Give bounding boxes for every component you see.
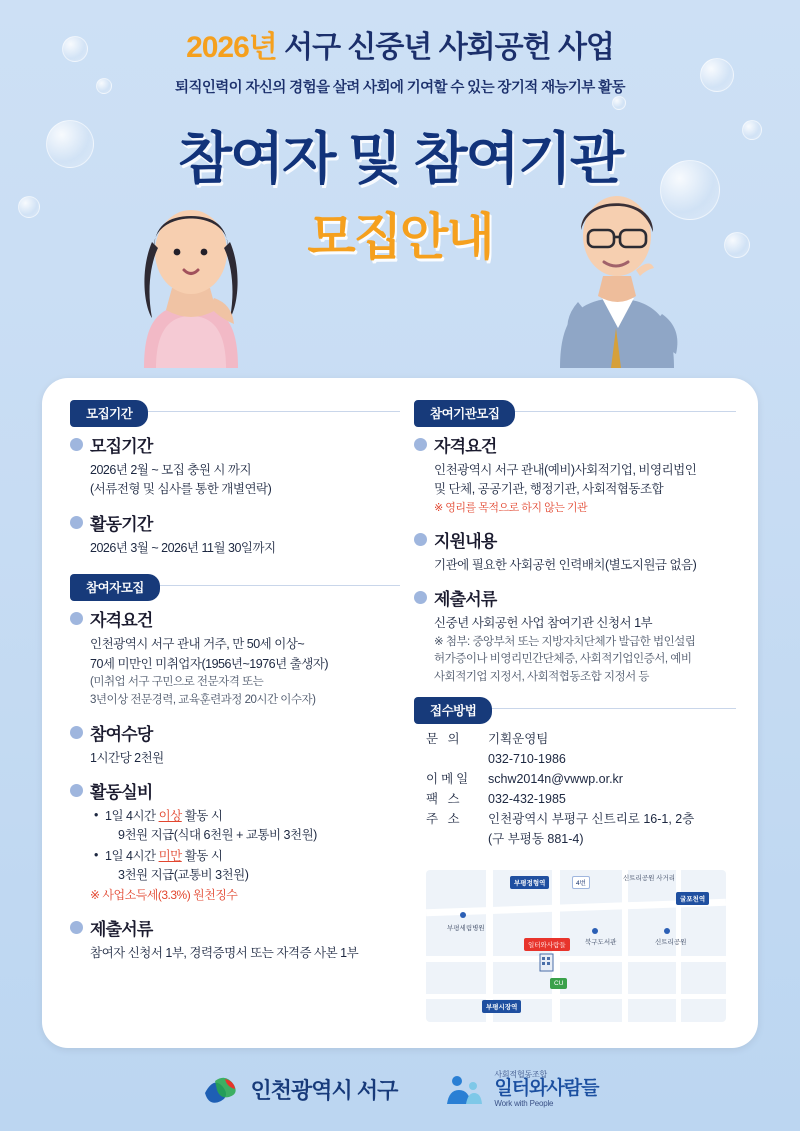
contact-address: 인천광역시 부평구 신트리로 16-1, 2층 [488,811,695,826]
map-label-library: 북구도서관 [585,939,617,946]
tag-participant-recruit: 참여자모집 [70,574,160,601]
contact-label: 문 의 [426,731,463,746]
list-item [94,847,400,886]
bullet-dot-icon [70,612,83,625]
org-support-line1: 기관에 필요한 사회공헌 인력배치(별도지원금 없음) [434,557,697,572]
map-label-station: 부평정형역 [510,876,549,889]
map-label-exit: 4번 [572,876,590,889]
expense2-post: 활동 시 [181,848,223,863]
item-title: 자격요건 [90,611,153,631]
logo2-en-label: Work with People [494,1099,554,1109]
logo2-sub-label: 사회적협동조합 [494,1069,548,1079]
item-body [70,807,400,905]
headline-secondary: 모집안내 [307,209,493,265]
activity-period-line1: 2026년 3월 ~ 2026년 11월 30일까지 [90,540,276,555]
expense1-post: 활동 시 [181,808,223,823]
item-body [414,461,736,517]
left-column [70,400,400,973]
contact-label: 주 소 [426,811,463,826]
right-column [414,400,736,1011]
item-title: 모집기간 [90,437,153,456]
contact-row [426,729,736,749]
contact-label: 팩 스 [426,791,463,806]
contact-block [414,729,736,849]
tag-recruit-period: 모집기간 [70,400,148,427]
item-org-support [414,527,736,575]
logo-work-with-people [443,1071,598,1109]
allowance-line1: 1시간당 2천원 [90,750,164,765]
illustration-woman [96,190,286,370]
org-doc-note3: 사회적기업 지정서, 사회적협동조합 지정서 등 [434,671,650,684]
item-body [70,635,400,709]
item-body [70,461,400,500]
item-activity-period [70,510,400,558]
tag-apply-method: 접수방법 [414,697,492,724]
title-rest: 서구 신중년 사회공헌 사업 [284,31,614,64]
qualification-line2: 70세 미만인 미취업자(1956년~1976년 출생자) [90,656,329,671]
expense1-emph: 이상 [158,808,182,823]
contact-label: 이메일 [426,771,472,786]
expense2-emph: 미만 [158,848,182,863]
bullet-dot-icon [414,591,427,604]
org-doc-note1: ※ 첨부: 중앙부처 또는 지방자치단체가 발급한 법인설립 [434,635,696,648]
map-label-cu: CU [550,978,567,989]
expenses-note: ※ 사업소득세(3.3%) 원천징수 [90,888,238,903]
org-qual-line1: 인천광역시 서구 관내(예비)사회적기업, 비영리법인 [434,463,697,477]
map-label-bupyeong-market: 부평시장역 [482,1000,521,1013]
map-label-gulpocheon: 굴포천역 [676,892,709,905]
item-body [70,749,400,768]
subtitle: 퇴직인력이 자신의 경험을 살려 사회에 기여할 수 있는 장기적 재능기부 활동 [175,80,625,96]
item-title: 지원내용 [434,531,497,551]
item-org-qualification [414,432,736,517]
tag-org-recruit: 참여기관모집 [414,400,515,427]
item-title: 제출서류 [434,590,497,610]
section-header-org-recruit [414,400,736,422]
contact-row [426,769,736,789]
logo-incheon-seogu [201,1073,397,1107]
contact-email[interactable]: schw2014n@vwwp.or.kr [488,771,623,786]
bullet-dot-icon [414,438,427,451]
expense1-pre: 1일 4시간 [105,808,159,823]
bullet-dot-icon [70,921,83,934]
item-participant-documents [70,915,400,963]
item-title: 제출서류 [90,919,153,939]
map-pin-icon [536,950,558,976]
map-dot-icon [460,912,466,918]
map-dot-icon [664,928,670,934]
title-year: 2026년 [186,31,277,64]
bullet-dot-icon [70,438,83,451]
logo-incheon-seogu-label: 인천광역시 서구 [250,1078,398,1104]
contact-row [426,809,736,829]
map-label-destination: 일터와사람들 [524,938,570,951]
map-label-hospital: 부평세림병원 [447,925,485,932]
map-label-intersection: 신트리공원 사거리 [623,875,676,882]
qualification-line3: (미취업 서구 구민으로 전문자격 또는 [90,675,264,688]
incheon-seogu-mark-icon [201,1073,241,1107]
map-dot-icon [592,928,598,934]
item-recruit-period [70,432,400,500]
illustration-man [516,178,726,370]
content-card [42,378,758,1048]
contact-fax: 032-432-1985 [488,791,566,806]
footer-logos [0,1071,800,1109]
item-title: 자격요건 [434,437,497,456]
logo2-label: 일터와사람들 [494,1078,599,1100]
item-participant-qualification [70,606,400,709]
bullet-dot-icon [70,784,83,797]
expenses-list [90,807,400,886]
org-doc-note2: 허가증이나 비영리민간단체증, 사회적기업인증서, 예비 [434,653,692,666]
recruit-period-line1: 2026년 2월 ~ 모집 충원 시 까지 [90,463,252,477]
expense2-pre: 1일 4시간 [105,848,159,863]
item-body [414,614,736,687]
list-item [94,807,400,846]
org-doc-line1: 신중년 사회공헌 사업 참여기관 신청서 1부 [434,616,653,631]
qualification-line1: 인천광역시 서구 관내 거주, 만 50세 이상~ [90,637,305,652]
section-header-apply-method [414,697,736,719]
bullet-dot-icon [414,533,427,546]
expense1-sub: 9천원 지급(식대 6천원 + 교통비 3천원) [118,828,317,843]
item-activity-expenses [70,778,400,905]
expense2-sub: 3천원 지급(교통비 3천원) [118,868,249,882]
item-title: 활동기간 [90,514,153,534]
item-title: 활동실비 [90,782,153,802]
bullet-dot-icon [70,516,83,529]
org-qual-note: ※ 영리를 목적으로 하지 않는 기관 [434,501,588,514]
org-qual-line2: 및 단체, 공공기관, 행정기관, 사회적협동조합 [434,482,664,497]
recruit-period-line2: (서류전형 및 심사를 통한 개별연락) [90,482,272,497]
section-header-recruit-period [70,400,400,422]
contact-value: 기획운영팀 [488,731,549,746]
item-body [414,556,736,575]
item-title: 참여수당 [90,724,153,744]
item-body [70,539,400,558]
work-with-people-mark-icon [443,1072,485,1108]
contact-phone[interactable]: 032-710-1986 [488,751,566,766]
contact-address-sub: (구 부평동 881-4) [488,831,584,846]
headline-primary: 참여자 및 참여기관 [178,127,622,190]
item-org-documents [414,585,736,687]
contact-row [426,789,736,809]
documents-line1: 참여자 신청서 1부, 경력증명서 또는 자격증 사본 1부 [90,945,359,960]
page-title [0,22,800,66]
contact-row [426,749,736,769]
section-header-participant-recruit [70,574,400,596]
item-participant-allowance [70,720,400,768]
bullet-dot-icon [70,726,83,739]
qualification-line4: 3년이상 전문경력, 교육훈련과정 20시간 이수자) [90,693,316,706]
item-body [70,944,400,963]
map-label-park: 신트리공원 [655,939,687,946]
contact-label [426,749,488,769]
location-map[interactable] [426,870,726,1022]
